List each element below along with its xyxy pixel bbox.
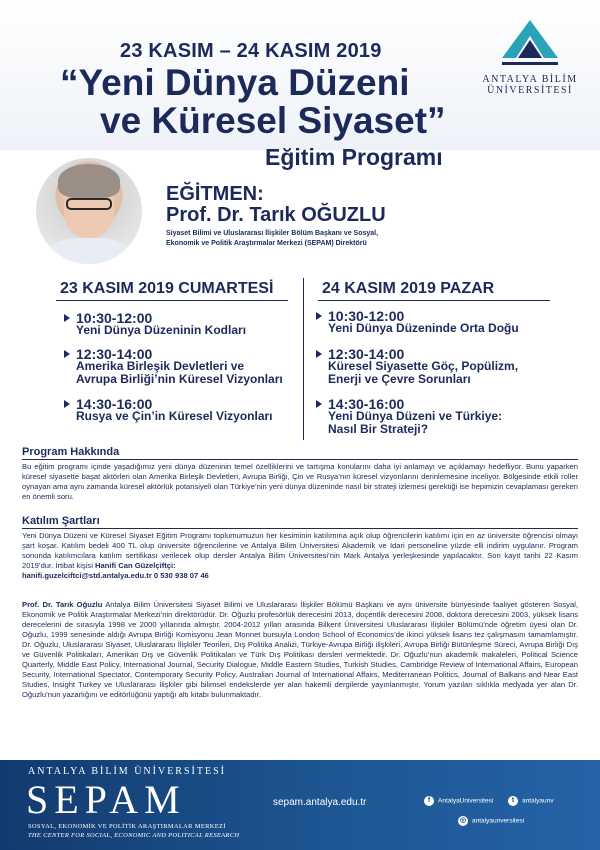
day1-heading: 23 KASIM 2019 CUMARTESİ [60,280,274,297]
about-text: Bu eğitim programı içinde yaşadığımız yeni dünya düzeninin temel özelliklerini ve tartışma konularını daha iyi anlamayı ve açıklamayı hedefliyor. Bunu yaparken küresel siyasette başat aktörleri olan Amerika Birleşik Devletleri, Avrupa Birliği, Çin ve Rusya’nın küresel vizyonlarını derinlemesine inceliyor. Bölgesinde etkili roller oynayan ama aynı zamanda küresel aktörlük potansiyeli olan Türkiye’nin yeni dünya düzeninde nasıl bir strateji izlemesi gerektiği ise hepimizin cevaplaması gereken en önemli soru. [22,462,578,501]
session-topic-line-1: Yeni Dünya Düzeninin Kodları [76,323,247,337]
session-topic-line-1: Amerika Birleşik Devletleri ve [76,359,245,373]
sepam-logo: SEPAM [26,777,186,822]
session-topic-line-1: Yeni Dünya Düzeninde Orta Doğu [328,321,519,335]
participation-rule [22,528,578,529]
session-topic-line-2: Nasıl Bir Strateji? [328,422,429,436]
session-time: 12:30-14:00 [76,346,153,362]
bio-text [22,600,578,700]
day2-rule [318,300,550,301]
contact-name: Hanifi Can Güzelçiftçi: [95,561,176,570]
session-time: 10:30-12:00 [76,310,153,326]
trainer-photo [36,158,142,264]
session-topic-line-1: Yeni Dünya Düzeni ve Türkiye: [328,409,503,423]
footer-org-bottom-1: SOSYAL, EKONOMİK VE POLİTİK ARAŞTIRMALAR MERKEZİ [28,823,226,830]
trainer-label: EĞİTMEN: [166,183,264,205]
day2-heading: 24 KASIM 2019 PAZAR [322,280,495,297]
instagram-handle: antalyaunversitesi [472,817,525,825]
trainer-desc-line-2: Ekonomik ve Politik Araştırmalar Merkezi (SEPAM) Direktörü [166,239,367,247]
session-time: 12:30-14:00 [328,346,405,362]
day1-rule [56,300,288,301]
logo-text [470,74,590,96]
facebook-handle: AntalyaUniversitesi [438,797,494,805]
bullet-icon [316,350,322,358]
trainer-description [166,229,416,248]
twitter-handle: antalyaunv [522,797,554,805]
title-line-2: ve Küresel Siyaset” [100,100,446,141]
footer-org-bottom-2: THE CENTER FOR SOCIAL, ECONOMIC AND POLITICAL RESEARCH [28,832,240,839]
trainer-desc-line-1: Siyaset Bilimi ve Uluslararası İlişkiler Bölüm Başkanı ve Sosyal, [166,230,379,237]
day-divider [303,278,304,440]
trainer-name: Prof. Dr. Tarık OĞUZLU [166,204,386,226]
session-time: 14:30-16:00 [328,396,405,412]
bullet-icon [64,400,70,408]
about-title: Program Hakkında [22,446,120,458]
logo-mark-icon [500,18,560,70]
title-line-3: Eğitim Programı [265,144,443,170]
university-logo [470,18,590,98]
session-topic-line-1: Küresel Siyasette Göç, Popülizm, [328,359,519,373]
session-topic [76,324,246,337]
logo-line-2: ÜNİVERSİTESİ [487,85,573,96]
session-topic [328,322,519,335]
title-line-1: “Yeni Dünya Düzeni [60,62,410,103]
footer-band [0,760,600,850]
facebook-link[interactable] [424,796,493,806]
bullet-icon [316,400,322,408]
session-topic-line-1: Rusya ve Çin’in Küresel Vizyonları [76,409,273,423]
session-topic-line-2: Avrupa Birliği’nin Küresel Vizyonları [76,372,283,386]
session-time: 10:30-12:00 [328,308,405,324]
instagram-icon: ◎ [459,817,467,824]
session-topic [328,360,518,386]
about-rule [22,459,578,460]
contact-line: hanifi.guzelciftci@std.antalya.edu.tr 0 530 938 07 46 [22,571,209,580]
bio-name: Prof. Dr. Tarık Oğuzlu [22,600,103,609]
logo-line-1: ANTALYA BİLİM [482,74,578,85]
session-topic [328,410,502,436]
twitter-link[interactable] [508,796,553,806]
date-range: 23 KASIM – 24 KASIM 2019 [120,40,382,62]
footer-org-top: ANTALYA BİLİM ÜNİVERSİTESİ [28,766,226,777]
bullet-icon [64,314,70,322]
facebook-icon: f [424,796,434,806]
participation-body: Yeni Dünya Düzeni ve Küresel Siyaset Eğitim Programı toplumumuzun her kesiminin katılımına açık olup öğrencilerin katılımı için en az üniversite öğrencisi olmayı şart koşar. Katılım bedeli 400 TL olup üniversite öğrencilerine ve Antalya Bilim Üniversitesi Akademik ve İdari personeline yüzde elli indirim uygulanır. Program sonunda katılımcılara katılım sertifikası verilecek olup dersler Antalya Bilim Üniversitesi’nin Mark Antalya yerleşkesinde yapılacaktır. Son kayıt tarihi 22 Kasım 2019’dur. İrtibat kişisi [22,531,578,570]
bullet-icon [316,312,322,320]
website-link[interactable]: sepam.antalya.edu.tr [273,797,367,808]
participation-text [22,531,578,581]
bullet-icon [64,350,70,358]
participation-title: Katılım Şartları [22,515,100,527]
instagram-link[interactable] [458,816,524,826]
session-topic [76,410,273,423]
twitter-icon: t [508,796,518,806]
session-topic [76,360,283,386]
bio-body: Antalya Bilim Üniversitesi Siyaset Bilimi ve Uluslararası İlişkiler Bölümü Başkanı ve aynı üniversite bünyesinde faaliyet gösteren Sosyal, Ekonomik ve Politik Araştırmalar Merkezi’nin direktörüdür. Dr. Oğuzlu profesörlük derecesini 2013, doçentlik derecesini 2008, doktora derecesini 2003, yüksek lisans derecelerini de sırasıyla 1998 ve 2000 yıllarında almıştır. 2004-2012 yılları arasında Bilkent Üniversitesi Uluslararası İlişkiler Bölümü’nde öğretim üyesi olan Dr. Oğuzlu, 1999 senesinde aldığı Avrupa Birliği Komisyonu Jean Monnet bursuyla London School of Economics’de ikinci yüksek lisans tez çalışmasını tamamlamıştır. Dr. Oğuzlu, Uluslararası Siyaset, Uluslararası İlişkiler Teorileri, Dış Politika Analizi, Türkiye-Avrupa Birliği ilişkileri, Avrupa Birliği Bütünleşme Süreci, Avrupa Birliği Dış ve Güvenlik Politikaları, Amerikan Dış ve Güvenlik Politikaları ve Türk Dış Politikası dersleri vermektedir. Dr. Oğuzlu’nun akademik makaleleri, Political Science Quarterly, Middle East Policy, International Journal, Security Dialogue, Middle Eastern Studies, Turkish Studies, Cambridge Review of International Affairs, European Security, International Spectator, Contemporary Security Policy, Australian Journal of International Affairs, Mediterranean Politics, Journal of Balkans and Near East Studies, Insight Turkey ve Uluslararası İlişkiler gibi bilimsel endekslerde yer alan hakemli dergilerde yayınlanmıştır. Yorum yazıları sıklıkla medyada yer alan Dr. Oğuzlu’nun yazarlığını ve editörlüğünü yaptığı altı kitabı bulunmaktadır. [22,600,578,699]
session-time: 14:30-16:00 [76,396,153,412]
session-topic-line-2: Enerji ve Çevre Sorunları [328,372,471,386]
